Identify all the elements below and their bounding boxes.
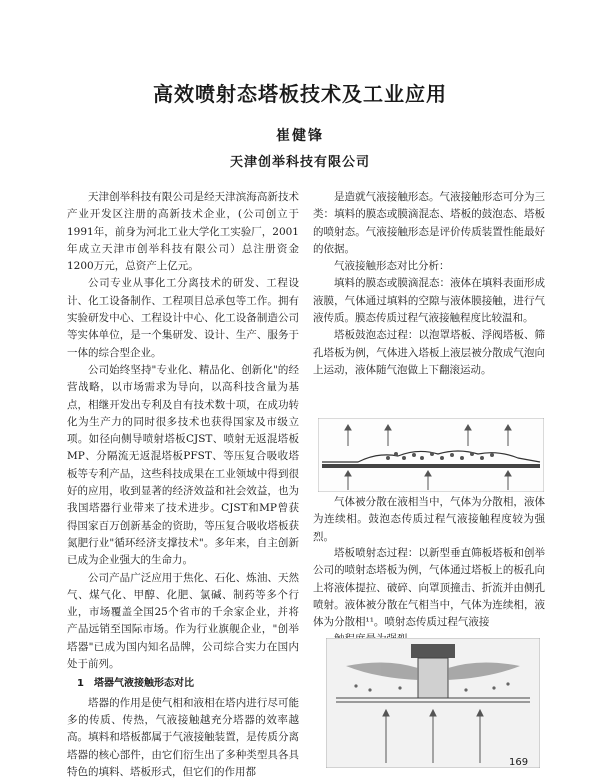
author-name: 崔健锋	[276, 128, 324, 144]
left-paragraph: 塔器的作用是使气相和液相在塔内进行尽可能多的传质、传热，气液接触越充分塔器的效率越高。填料和塔板都属于气液接触装置，是传质分离塔器的核心部件，由它们衍生出了多种类型具各具特色的填料、塔板形式，但它们的作用都	[67, 696, 299, 778]
left-paragraph: 天津创举科技有限公司是经天津滨海高新技术产业开发区注册的高新技术企业，(公司创立于1991年，前身为河北工业大学化工实验厂，2001年成立天津市创举科技有限公司）总注册资金1200万元，总资产上亿元。	[67, 191, 299, 273]
left-paragraph: 公司始终坚持"专业化、精品化、创新化"的经营战略，以市场需求为导向，以高科技含量为基点，相继开发出专利及自有技术数十项，在成功转化为生产力的同时很多技术也获得国家及市级立项。如径向侧导喷射塔板CJST、喷射无返混塔板MP、分隔流无返混塔板PFST、等压复合吸收塔板等专利产品，这些科技成果在工业领域中得到很好的应用，收到显著的经济效益和社会效益，也为我国塔器行业带来了技术进步。CJST和MP曾获得国家百万创新基金的资助，等压复合吸收塔板获氮肥行业"循环经济支撑技术"。多年来，自主创新已成为企业强大的生命力。	[67, 363, 299, 567]
paper-title: 高效喷射态塔板技术及工业应用	[153, 82, 447, 106]
right-column-continued	[313, 494, 545, 546]
author-affiliation: 天津创举科技有限公司	[229, 155, 370, 170]
right-column-lower	[313, 545, 545, 649]
right-paragraph: 是造就气液接触形态。气液接触形态可分为三类：填料的膜态或膜滴混态、塔板的鼓泡态、塔板的喷射态。气液接触形态是评价传质装置性能最好的依据。	[313, 191, 545, 255]
bubbling-tray-figure	[318, 418, 544, 492]
right-paragraph: 塔板鼓泡态过程：以泡罩塔板、浮阀塔板、筛孔塔板为例，气体进入塔板上液层被分散成气泡向上运动，液体随气泡做上下翻滚运动。	[313, 329, 545, 376]
right-column	[313, 189, 545, 379]
jet-tray-figure	[326, 638, 540, 768]
right-paragraph: 填料的膜态或膜滴混态：液体在填料表面形成液膜，气体通过填料的空隙与液体膜接触，进行气液传质。膜态传质过程气液接触程度比较温和。	[313, 277, 545, 325]
section-heading: 1 塔器气液接触形态对比	[77, 678, 194, 690]
left-paragraph: 公司专业从事化工分离技术的研发、工程设计、化工设备制作、工程项目总承包等工作。拥有实验研发中心、工程设计中心、化工设备制造公司等实体单位，是一个集研发、设计、生产、服务于一体的综合型企业。	[67, 277, 299, 359]
left-column	[67, 189, 299, 781]
right-paragraph: 气体被分散在液相当中，气体为分散相，液体为连续相。鼓泡态传质过程气液接触程度较为强烈。	[313, 496, 545, 543]
right-paragraph: 气液接触形态对比分析：	[334, 260, 450, 273]
left-paragraph: 公司产品广泛应用于焦化、石化、炼油、天然气、煤气化、甲醇、化肥、氯碱、制药等多个行业，市场覆盖全国25个省市的千余家企业，并将产品远销至国际市场。作为行业旗舰企业，"创举塔器"已成为国内知名品牌，公司综合实力在国内处于前列。	[67, 571, 299, 671]
page-number: 169	[509, 757, 529, 768]
right-paragraph: 塔板喷射态过程：以新型垂直筛板塔板和创举公司的喷射态塔板为例，气体通过塔板上的板孔向上将液体提拉、破碎、向罩顶撞击、折流并由侧孔喷射。液体被分散在气相当中，气体为连续相，液体为分散相¹¹。喷射态传质过程气液接	[313, 547, 545, 629]
